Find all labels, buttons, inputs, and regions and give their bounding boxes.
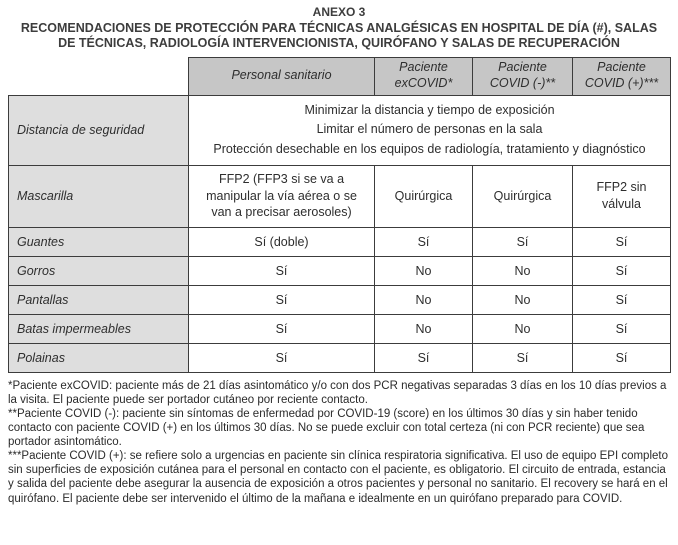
distancia-merged-cell bbox=[189, 95, 671, 165]
table-cell: No bbox=[473, 285, 573, 314]
table-cell: Sí bbox=[573, 343, 671, 372]
table-row-gorros bbox=[9, 256, 671, 285]
distancia-line-3: Protección desechable en los equipos de radiología, tratamiento y diagnóstico bbox=[213, 141, 646, 156]
table-cell: Sí bbox=[375, 227, 473, 256]
table-cell: Sí bbox=[189, 314, 375, 343]
table-row-batas bbox=[9, 314, 671, 343]
distancia-line-1: Minimizar la distancia y tiempo de exposición bbox=[304, 102, 555, 117]
column-header-paciente-covid-positivo: Paciente COVID (+)*** bbox=[573, 57, 671, 95]
protection-table bbox=[8, 57, 671, 373]
row-label-gorros: Gorros bbox=[9, 256, 189, 285]
footnotes bbox=[8, 379, 670, 506]
table-cell: Sí bbox=[473, 343, 573, 372]
page-subtitle: RECOMENDACIONES DE PROTECCIÓN PARA TÉCNICAS ANALGÉSICAS EN HOSPITAL DE DÍA (#), SALAS DE TÉCNICAS, RADIOLOGÍA INTERVENCIONISTA, QUIRÓFANO Y SALAS DE RECUPERACIÓN bbox=[20, 21, 658, 51]
table-cell: Sí bbox=[573, 285, 671, 314]
table-cell: FFP2 sin válvula bbox=[573, 165, 671, 227]
row-label-batas-impermeables: Batas impermeables bbox=[9, 314, 189, 343]
footnote-excovid: *Paciente exCOVID: paciente más de 21 días asintomático y/o con dos PCR negativas separadas 3 días en los 10 días previos a la visita. El paciente puede ser portador cutáneo por reciente contacto. bbox=[8, 379, 667, 406]
table-cell: No bbox=[375, 256, 473, 285]
corner-cell bbox=[9, 57, 189, 95]
title-block bbox=[8, 5, 670, 52]
distancia-line-2: Limitar el número de personas en la sala bbox=[316, 122, 543, 137]
table-cell: Sí bbox=[375, 343, 473, 372]
header-row bbox=[9, 57, 671, 95]
table-cell: Quirúrgica bbox=[473, 165, 573, 227]
table-row-guantes bbox=[9, 227, 671, 256]
table-cell: Quirúrgica bbox=[375, 165, 473, 227]
row-label-guantes: Guantes bbox=[9, 227, 189, 256]
table-cell: No bbox=[473, 256, 573, 285]
table-cell: FFP2 (FFP3 si se va a manipular la vía aérea o se van a precisar aerosoles) bbox=[189, 165, 375, 227]
table-cell: Sí bbox=[189, 256, 375, 285]
table-cell: No bbox=[473, 314, 573, 343]
column-header-paciente-excovid: Paciente exCOVID* bbox=[375, 57, 473, 95]
table-row-pantallas bbox=[9, 285, 671, 314]
row-label-polainas: Polainas bbox=[9, 343, 189, 372]
column-header-personal-sanitario: Personal sanitario bbox=[189, 57, 375, 95]
table-cell: Sí bbox=[573, 227, 671, 256]
footnote-covid-positivo: ***Paciente COVID (+): se refiere solo a urgencias en paciente sin clínica respiratoria significativa. El uso de equipo EPI completo sin superficies de exposición cutánea para el personal en contacto con el paciente, es obligatorio. El circuito de entrada, estancia y salida del paciente debe asegurar la ausencia de exposición a otros pacientes y personal no sanitario. El recovery se hará en el quirófano. El paciente debe ser intervenido el último de la mañana e idealmente en un quirófano preparado para COVID. bbox=[8, 450, 668, 505]
row-label-pantallas: Pantallas bbox=[9, 285, 189, 314]
table-cell: No bbox=[375, 285, 473, 314]
table-cell: No bbox=[375, 314, 473, 343]
table-cell: Sí bbox=[473, 227, 573, 256]
table-cell: Sí bbox=[189, 285, 375, 314]
table-row-mascarilla bbox=[9, 165, 671, 227]
row-label-distancia: Distancia de seguridad bbox=[9, 95, 189, 165]
column-header-paciente-covid-negativo: Paciente COVID (-)** bbox=[473, 57, 573, 95]
table-cell: Sí bbox=[573, 256, 671, 285]
table-row-distancia bbox=[9, 95, 671, 165]
row-label-mascarilla: Mascarilla bbox=[9, 165, 189, 227]
table-cell: Sí (doble) bbox=[189, 227, 375, 256]
table-cell: Sí bbox=[573, 314, 671, 343]
page-title: ANEXO 3 bbox=[312, 5, 366, 19]
table-cell: Sí bbox=[189, 343, 375, 372]
table-row-polainas bbox=[9, 343, 671, 372]
footnote-covid-negativo: **Paciente COVID (-): paciente sin síntomas de enfermedad por COVID-19 (score) en los últimos 30 días y sin haber tenido contacto con paciente COVID (+) en los últimos 30 días. No se puede excluir con total certeza (ni con PCR reciente) que sea portador asintomático. bbox=[8, 407, 645, 449]
